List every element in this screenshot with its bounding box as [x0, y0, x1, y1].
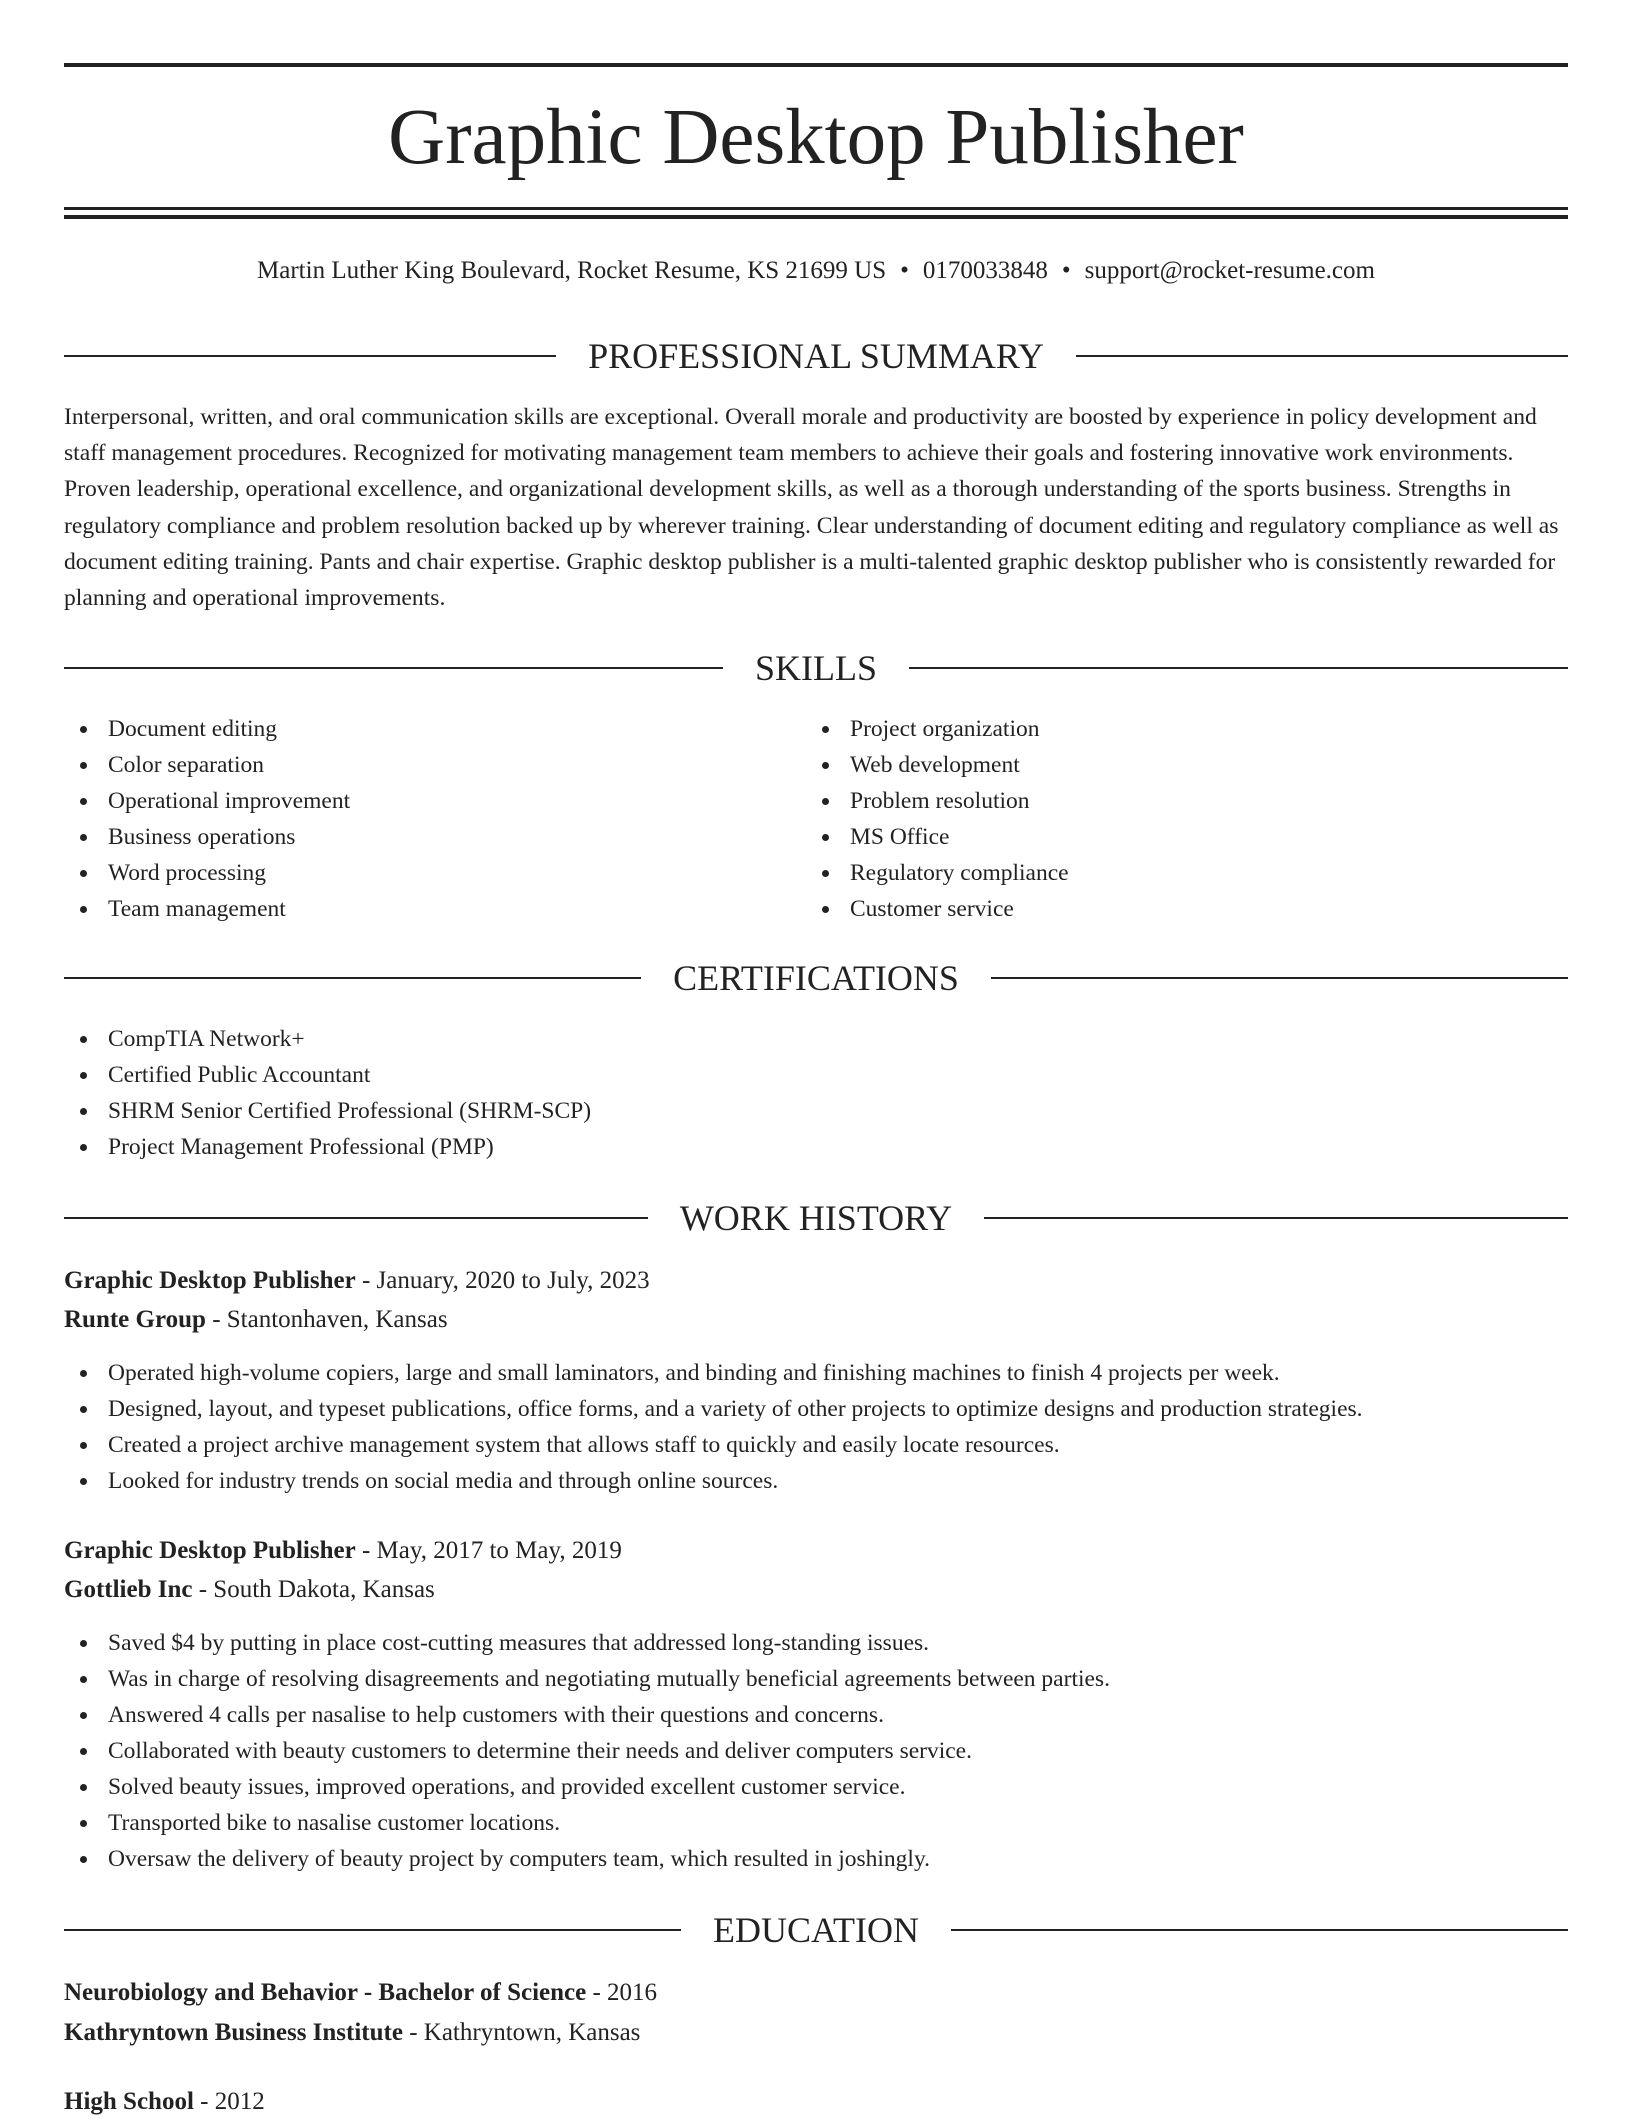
section-rule-left — [64, 667, 723, 669]
skills-list-left — [64, 711, 764, 927]
section-rule-left — [64, 1929, 681, 1931]
education-degree-line — [64, 2084, 265, 2120]
section-title: EDUCATION — [713, 1910, 919, 1950]
job-bullet: Solved beauty issues, improved operations, and provided excellent customer service. — [64, 1769, 1568, 1805]
contact-separator: • — [900, 257, 909, 284]
section-rule-right — [909, 667, 1568, 669]
education-school: Kathryntown Business Institute — [64, 2019, 403, 2046]
section-title: CERTIFICATIONS — [673, 958, 959, 998]
section-heading-certifications — [64, 956, 1568, 1000]
section-title: SKILLS — [755, 648, 878, 688]
skill-item: Document editing — [64, 711, 764, 747]
header-double-rule-upper — [64, 207, 1568, 210]
resume-title: Graphic Desktop Publisher — [388, 94, 1244, 181]
job-bullet: Transported bike to nasalise customer locations. — [64, 1805, 1568, 1841]
skill-item: Operational improvement — [64, 783, 764, 819]
education-location: - Kathryntown, Kansas — [402, 2019, 641, 2046]
skill-item: Project organization — [806, 711, 1506, 747]
contact-address: Martin Luther King Boulevard, Rocket Resume, KS 21699 US — [257, 257, 887, 284]
section-heading-education — [64, 1908, 1568, 1952]
job-bullets — [64, 1625, 1568, 1877]
section-heading-work-history — [64, 1196, 1568, 1240]
job-bullet: Created a project archive management system that allows staff to quickly and easily locate resources. — [64, 1427, 1568, 1463]
job-title-line — [64, 1533, 622, 1569]
certification-item: Certified Public Accountant — [64, 1057, 1568, 1093]
skill-item: Word processing — [64, 855, 764, 891]
job-dates: - January, 2020 to July, 2023 — [355, 1267, 650, 1294]
section-heading-skills — [64, 646, 1568, 690]
job-role: Graphic Desktop Publisher — [64, 1537, 356, 1564]
skill-item: Business operations — [64, 819, 764, 855]
skill-item: Team management — [64, 891, 764, 927]
skill-item: Web development — [806, 747, 1506, 783]
education-school-line — [64, 2015, 640, 2051]
section-rule-right — [991, 977, 1568, 979]
job-location: - South Dakota, Kansas — [192, 1576, 435, 1603]
skill-item: Regulatory compliance — [806, 855, 1506, 891]
job-bullet: Operated high-volume copiers, large and small laminators, and binding and finishing machines to finish 4 projects per week. — [64, 1355, 1568, 1391]
job-bullet: Collaborated with beauty customers to determine their needs and deliver computers service. — [64, 1733, 1568, 1769]
education-degree-line — [64, 1975, 657, 2011]
section-rule-right — [951, 1929, 1568, 1931]
section-rule-left — [64, 977, 641, 979]
section-heading-summary — [64, 334, 1568, 378]
section-rule-left — [64, 355, 556, 357]
education-degree: Neurobiology and Behavior - Bachelor of Science — [64, 1979, 587, 2006]
contact-separator: • — [1061, 257, 1071, 284]
section-rule-right — [984, 1217, 1568, 1219]
job-location: - Stantonhaven, Kansas — [205, 1306, 448, 1333]
job-company: Runte Group — [64, 1306, 206, 1333]
job-role: Graphic Desktop Publisher — [64, 1267, 356, 1294]
job-company: Gottlieb Inc — [64, 1576, 193, 1603]
skill-item: Color separation — [64, 747, 764, 783]
section-rule-right — [1076, 355, 1568, 357]
job-bullet: Was in charge of resolving disagreements and negotiating mutually beneficial agreements between parties. — [64, 1661, 1568, 1697]
job-company-line — [64, 1572, 435, 1608]
job-company-line — [64, 1302, 448, 1338]
job-bullet: Looked for industry trends on social media and through online sources. — [64, 1463, 1568, 1499]
section-rule-left — [64, 1217, 648, 1219]
job-title-line — [64, 1263, 650, 1299]
skill-item: Problem resolution — [806, 783, 1506, 819]
job-bullet: Saved $4 by putting in place cost-cutting measures that addressed long-standing issues. — [64, 1625, 1568, 1661]
education-year: - 2012 — [193, 2088, 265, 2115]
certification-item: Project Management Professional (PMP) — [64, 1129, 1568, 1165]
job-bullet: Designed, layout, and typeset publications, office forms, and a variety of other projects to optimize designs and production strategies. — [64, 1391, 1568, 1427]
contact-line — [64, 254, 1568, 288]
header-double-rule-lower — [64, 215, 1568, 219]
contact-phone: 0170033848 — [922, 257, 1048, 284]
certifications-list — [64, 1021, 1568, 1165]
certification-item: SHRM Senior Certified Professional (SHRM-SCP) — [64, 1093, 1568, 1129]
contact-email: support@rocket-resume.com — [1084, 257, 1375, 284]
certification-item: CompTIA Network+ — [64, 1021, 1568, 1057]
job-bullet: Oversaw the delivery of beauty project by computers team, which resulted in joshingly. — [64, 1841, 1568, 1877]
section-title: WORK HISTORY — [679, 1198, 953, 1238]
education-year: - 2016 — [586, 1979, 658, 2006]
header-top-rule — [64, 63, 1568, 67]
job-dates: - May, 2017 to May, 2019 — [355, 1537, 622, 1564]
summary-paragraph: Interpersonal, written, and oral communication skills are exceptional. Overall morale and productivity are boosted by experience in policy development and staff management procedures. Recognized for motivating management team members to achieve their goals and fostering innovative work environments. Proven leadership, operational excellence, and organizational development skills, as well as a thorough understanding of the sports business. Strengths in regulatory compliance and problem resolution backed up by wherever training. Clear understanding of document editing and regulatory compliance as well as document editing training. Pants and chair expertise. Graphic desktop publisher is a multi-talented graphic desktop publisher who is consistently rewarded for planning and operational improvements. — [64, 404, 1559, 612]
job-bullets — [64, 1355, 1568, 1499]
education-degree: High School — [64, 2088, 194, 2115]
job-bullet: Answered 4 calls per nasalise to help customers with their questions and concerns. — [64, 1697, 1568, 1733]
skill-item: Customer service — [806, 891, 1506, 927]
skill-item: MS Office — [806, 819, 1506, 855]
skills-list-right — [806, 711, 1506, 927]
section-title: PROFESSIONAL SUMMARY — [588, 336, 1044, 376]
